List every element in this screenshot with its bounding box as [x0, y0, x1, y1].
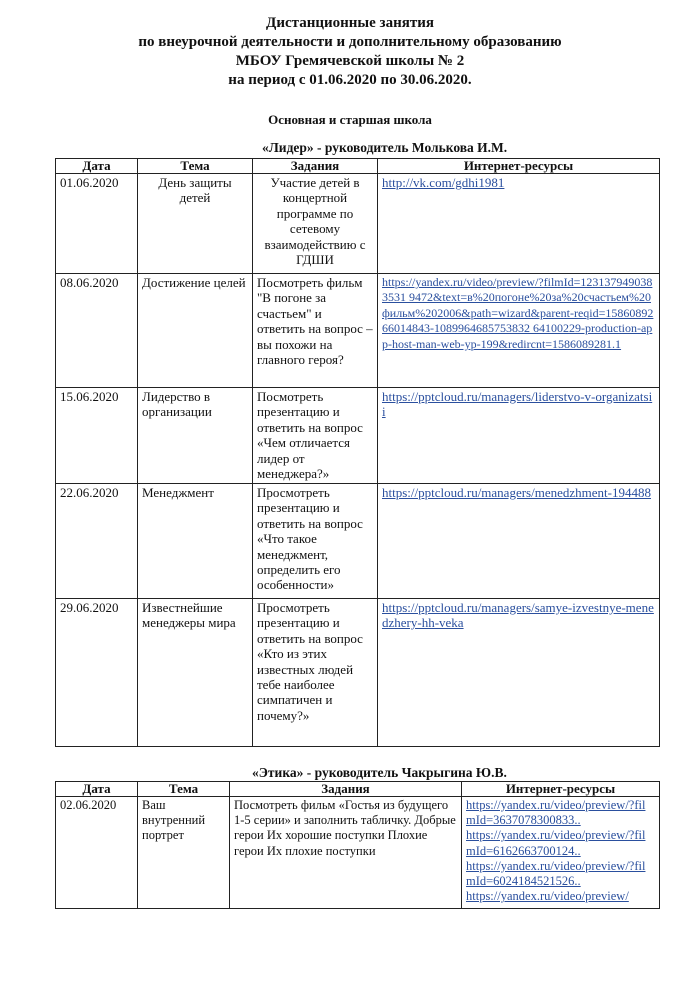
- row-date: 22.06.2020: [56, 484, 138, 599]
- row-topic: Достижение целей: [138, 274, 253, 388]
- column-header-resources: Интернет-ресурсы: [462, 782, 660, 797]
- column-header-topic: Тема: [138, 782, 230, 797]
- column-header-task: Задания: [230, 782, 462, 797]
- section2-title: «Этика» - руководитель Чакрыгина Ю.В.: [252, 765, 507, 780]
- row-date: 01.06.2020: [56, 174, 138, 274]
- resource-link[interactable]: http://vk.com/gdhi1981: [382, 175, 505, 190]
- table-header-row: [56, 159, 660, 174]
- column-header-date: Дата: [56, 782, 138, 797]
- row-task: Участие детей в концертной программе по сетевому взаимодействию с ГДШИ: [253, 174, 378, 274]
- row-topic: Менеджмент: [138, 484, 253, 599]
- table-row: [56, 797, 660, 909]
- resource-link[interactable]: https://pptcloud.ru/managers/menedzhment-194488: [382, 485, 651, 500]
- resource-link[interactable]: https://yandex.ru/video/preview/: [466, 889, 629, 904]
- doc-title-line1: Дистанционные занятия: [266, 15, 434, 31]
- resource-link[interactable]: https://pptcloud.ru/managers/samye-izvestnye-menedzhery-hh-veka: [382, 600, 654, 631]
- doc-title-line4: на период с 01.06.2020 по 30.06.2020.: [228, 72, 472, 88]
- row-task: Просмотреть презентацию и ответить на вопрос «Что такое менеджмент, определить его особенности»: [253, 484, 378, 599]
- row-date: 02.06.2020: [56, 797, 138, 909]
- column-header-date: Дата: [56, 159, 138, 174]
- doc-title-line2: по внеурочной деятельности и дополнительному образованию: [138, 34, 562, 50]
- section1-title: «Лидер» - руководитель Молькова И.М.: [262, 140, 508, 155]
- column-header-resources: Интернет-ресурсы: [378, 159, 660, 174]
- table-row: [56, 388, 660, 484]
- row-topic: Известнейшие менеджеры мира: [138, 599, 253, 747]
- schedule-table-etika: [55, 781, 660, 909]
- row-topic: Ваш внутренний портрет: [138, 797, 230, 909]
- schedule-table-lider: [55, 158, 660, 747]
- table-row: [56, 174, 660, 274]
- row-task: Посмотреть фильм "В погоне за счастьем" и ответить на вопрос – вы похожи на главного героя?: [253, 274, 378, 388]
- resource-link[interactable]: https://pptcloud.ru/managers/liderstvo-v-organizatsii: [382, 389, 653, 420]
- row-task: Посмотреть фильм «Гостья из будущего 1-5 серии» и заполнить табличку. Добрые герои Их хорошие поступки Плохие герои Их плохие поступки: [230, 797, 462, 909]
- row-date: 08.06.2020: [56, 274, 138, 388]
- row-task: Посмотреть презентацию и ответить на вопрос «Чем отличается лидер от менеджера?»: [253, 388, 378, 484]
- resource-link[interactable]: https://yandex.ru/video/preview/?filmId=1231379490383531 9472&text=в%20погоне%20за%20счастьем%20фильм%202006&path=wizard&parent-reqid=1586089266014843-1089964685753832 64100229-production-app-host-man-web-yp-199&redircnt=1586089281.1: [382, 275, 654, 351]
- row-date: 15.06.2020: [56, 388, 138, 484]
- column-header-task: Задания: [253, 159, 378, 174]
- table-row: [56, 599, 660, 747]
- row-date: 29.06.2020: [56, 599, 138, 747]
- table-row: [56, 484, 660, 599]
- resource-link[interactable]: https://yandex.ru/video/preview/?filmId=3637078300833..: [466, 798, 646, 828]
- row-topic: Лидерство в организации: [138, 388, 253, 484]
- table-row: [56, 274, 660, 388]
- table-header-row: [56, 782, 660, 797]
- column-header-topic: Тема: [138, 159, 253, 174]
- doc-subtitle: Основная и старшая школа: [268, 112, 432, 127]
- doc-title-line3: МБОУ Гремячевской школы № 2: [235, 53, 465, 69]
- resource-link[interactable]: https://yandex.ru/video/preview/?filmId=6024184521526..: [466, 858, 646, 889]
- resource-link[interactable]: https://yandex.ru/video/preview/?filmId=6162663700124..: [466, 828, 646, 858]
- row-topic: День защиты детей: [138, 174, 253, 274]
- row-task: Просмотреть презентацию и ответить на вопрос «Кто из этих известных людей тебе наиболее симпатичен и почему?»: [253, 599, 378, 747]
